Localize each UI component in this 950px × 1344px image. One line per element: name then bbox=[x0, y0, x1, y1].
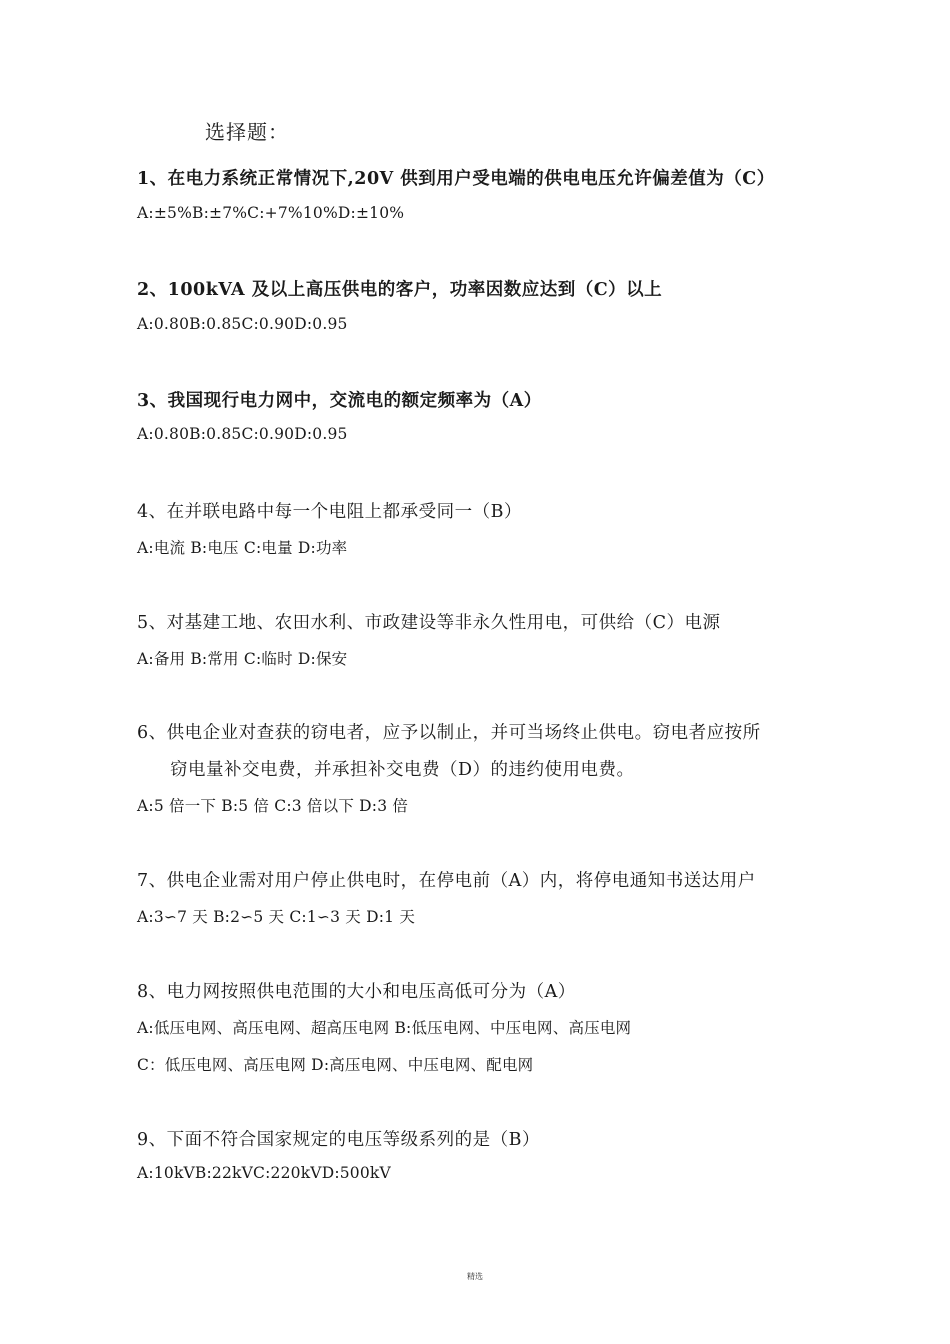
question-8-options-line2: C：低压电网、高压电网 D:高压电网、中压电网、配电网 bbox=[137, 1056, 534, 1074]
question-6-options: A:5 倍一下 B:5 倍 C:3 倍以下 D:3 倍 bbox=[137, 797, 409, 815]
question-5-options: A:备用 B:常用 C:临时 D:保安 bbox=[137, 650, 348, 668]
question-7-options: A:3∽7 天 B:2∽5 天 C:1∽3 天 D:1 天 bbox=[137, 908, 416, 926]
question-4: 4、在并联电路中每一个电阻上都承受同一（B） bbox=[137, 502, 522, 522]
question-6-continuation: 窃电量补交电费，并承担补交电费（D）的违约使用电费。 bbox=[170, 760, 635, 780]
question-2-options: A:0.80B:0.85C:0.90D:0.95 bbox=[137, 315, 348, 333]
question-3-options: A:0.80B:0.85C:0.90D:0.95 bbox=[137, 425, 348, 443]
question-1: 1、在电力系统正常情况下,20V 供到用户受电端的供电电压允许偏差值为（C） bbox=[137, 169, 775, 189]
question-9-options: A:10kVB:22kVC:220kVD:500kV bbox=[137, 1164, 391, 1182]
question-5: 5、对基建工地、农田水利、市政建设等非永久性用电，可供给（C）电源 bbox=[137, 613, 721, 633]
question-2: 2、100kVA 及以上高压供电的客户，功率因数应达到（C）以上 bbox=[137, 280, 663, 300]
page-footer-mark: 精选 bbox=[467, 1272, 483, 1281]
section-heading: 选择题： bbox=[205, 120, 289, 144]
question-1-options: A:±5%B:±7%C:+7%10%D:±10% bbox=[137, 204, 405, 222]
question-4-options: A:电流 B:电压 C:电量 D:功率 bbox=[137, 539, 348, 557]
question-3: 3、我国现行电力网中，交流电的额定频率为（A） bbox=[137, 391, 542, 411]
question-7: 7、供电企业需对用户停止供电时，在停电前（A）内，将停电通知书送达用户 bbox=[137, 871, 756, 891]
question-6: 6、供电企业对查获的窃电者，应予以制止，并可当场终止供电。窃电者应按所 bbox=[137, 723, 761, 743]
question-8-options-line1: A:低压电网、高压电网、超高压电网 B:低压电网、中压电网、高压电网 bbox=[137, 1019, 632, 1037]
question-9: 9、下面不符合国家规定的电压等级系列的是（B） bbox=[137, 1130, 540, 1150]
question-8: 8、电力网按照供电范围的大小和电压高低可分为（A） bbox=[137, 982, 576, 1002]
